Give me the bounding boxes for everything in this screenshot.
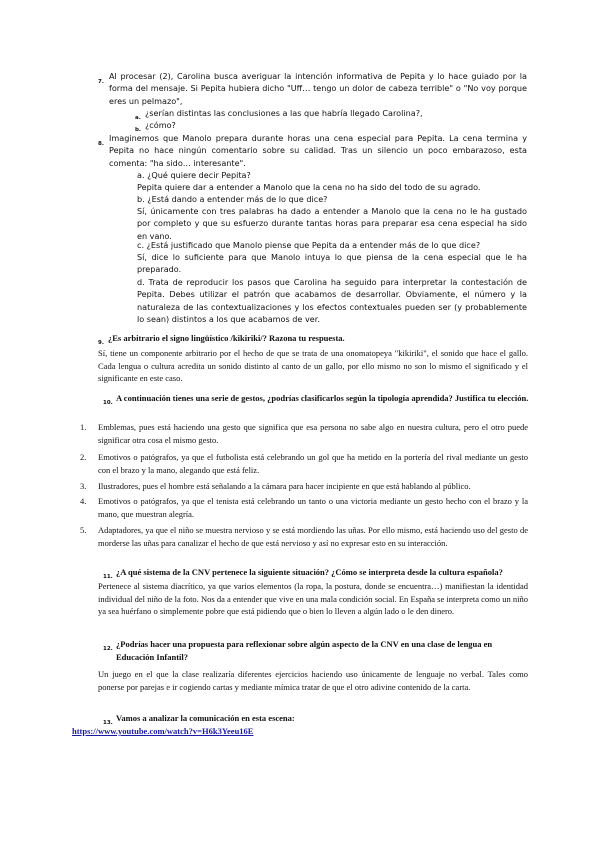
- q8-number: 8.: [98, 141, 104, 147]
- q8-b-answer: Sí, únicamente con tres palabras ha dado a entender a Manolo que la cena no le ha gustado por completo y que su esfuerzo durante tantas horas para preparar esa cena especial ha sido en vano.: [137, 206, 527, 241]
- gesture-2-number: 2.: [80, 452, 87, 462]
- q11-answer: Pertenece al sistema diacrítico, ya que varios elementos (la ropa, la postura, donde se encuentra…) manifiestan la identidad individual del niño de la foto. Nos da a entender que vive en una mala condición social. En España se interpreta como un niño ya sea huérfano o simplemente pobre que está pidiendo que o bien lo lleven a algún lado o le den dinero.: [98, 581, 528, 617]
- q7-text: Al procesar (2), Carolina busca averiguar la intención informativa de Pepita y lo hace guiado por la forma del mensaje. Si Pepita hubiera dicho "Uff… tengo un dolor de cabeza terrible" o "No voy porque eres un pelmazo",: [109, 71, 527, 106]
- q11-question: ¿A qué sistema de la CNV pertenece la siguiente situación? ¿Cómo se interpreta desde la cultura española?: [116, 567, 503, 577]
- q8-b-question: b. ¿Está dando a entender más de lo que dice?: [137, 194, 328, 204]
- gesture-4-number: 4.: [80, 496, 87, 506]
- gesture-2-text: Emotivos o patógrafos, ya que el futbolista está celebrando un gol que ha metido en la portería del rival mediante un gesto con el brazo y la mano, alegando que está feliz.: [98, 452, 528, 475]
- q12-question: ¿Podrías hacer una propuesta para reflexionar sobre algún aspecto de la CNV en una clase de lengua en Educación Infantil?: [116, 639, 493, 662]
- q12-answer: Un juego en el que la clase realizaría diferentes ejercicios haciendo uso únicamente de lenguaje no verbal. Tales como ponerse por parejas e ir cogiendo cartas y mediante mímica tratar de que el otro adivine contenido de la carta.: [98, 669, 528, 692]
- q13-number: 13.: [103, 720, 113, 726]
- q9-answer: Sí, tiene un componente arbitrario por el hecho de que se trata de una onomatopeya "kikiriki", el sonido que hace el gallo. Cada lengua o cultura acredita un sonido distinto al canto de un gallo, por ello mismo no son lo mismo el significado y el significante en este caso.: [98, 348, 528, 384]
- q8-a-answer: Pepita quiere dar a entender a Manolo que la cena no ha sido del todo de su agrado.: [137, 182, 481, 192]
- q10-question: A continuación tienes una serie de gestos, ¿podrías clasificarlos según la tipología aprendida? Justifica tu elección.: [116, 393, 529, 403]
- gesture-5-number: 5.: [80, 525, 87, 535]
- q8-a-question: a. ¿Qué quiere decir Pepita?: [137, 170, 251, 180]
- q8-text: Imaginemos que Manolo prepara durante horas una cena especial para Pepita. La cena termina y Pepita no hace ningún comentario sobre su calidad. Tras un silencio un poco embarazoso, esta comenta: "ha sido… interesante".: [109, 133, 527, 168]
- gesture-5-text: Adaptadores, ya que el niño se muestra nervioso y se está mordiendo las uñas. Por ello mismo, está haciendo uso del gesto de morderse las uñas para canalizar el hecho de que está nervioso y así no expresar esto en su interacción.: [98, 525, 528, 548]
- q9-question: ¿Es arbitrario el signo lingüístico /kikiriki/? Razona tu respuesta.: [108, 333, 345, 343]
- q13-question: Vamos a analizar la comunicación en esta escena:: [116, 713, 295, 723]
- q8-d-question: d. Trata de reproducir los pasos que Carolina ha seguido para interpretar la contestación de Pepita. Debes utilizar el patrón que acabamos de desarrollar. Obviamente, el número y la naturaleza de las contextualizaciones y los efectos contextuales pueden ser (y probablemente lo sean) distintos a los que acabamos de ver.: [137, 277, 527, 325]
- q12-number: 12.: [103, 646, 113, 652]
- q9-number: 9.: [98, 340, 104, 346]
- q8-c-answer: Sí, dice lo suficiente para que Manolo intuya lo que piensa de la cena especial que le ha preparado.: [137, 252, 527, 275]
- q7-b-text: ¿cómo?: [145, 120, 176, 130]
- q7-number: 7.: [98, 79, 104, 85]
- gesture-4-text: Emotivos o patógrafos, ya que el tenista está celebrando un tanto o una victoria mediante un gesto hecho con el brazo y la mano, que muestran alegría.: [98, 496, 528, 519]
- gesture-3-text: Ilustradores, pues el hombre está señalando a la cámara para hacer incipiente en que está hablando al público.: [98, 481, 471, 491]
- q11-number: 11.: [103, 574, 113, 580]
- q7-b-label: b.: [135, 127, 142, 133]
- gesture-3-number: 3.: [80, 481, 87, 491]
- q7-a-text: ¿serían distintas las conclusiones a las que habría llegado Carolina?,: [145, 108, 423, 118]
- q7-a-label: a.: [135, 115, 141, 121]
- youtube-link[interactable]: https://www.youtube.com/watch?v=H6k3Yeeu16E: [72, 726, 254, 736]
- q10-number: 10.: [103, 400, 113, 406]
- q8-c-question: c. ¿Está justificado que Manolo piense que Pepita da a entender más de lo que dice?: [137, 240, 481, 250]
- gesture-1-text: Emblemas, pues está haciendo una gesto que significa que esa persona no sabe algo en nuestra cultura, pero el otro puede significar otra cosa el mismo gesto.: [98, 422, 528, 445]
- gesture-1-number: 1.: [80, 422, 87, 432]
